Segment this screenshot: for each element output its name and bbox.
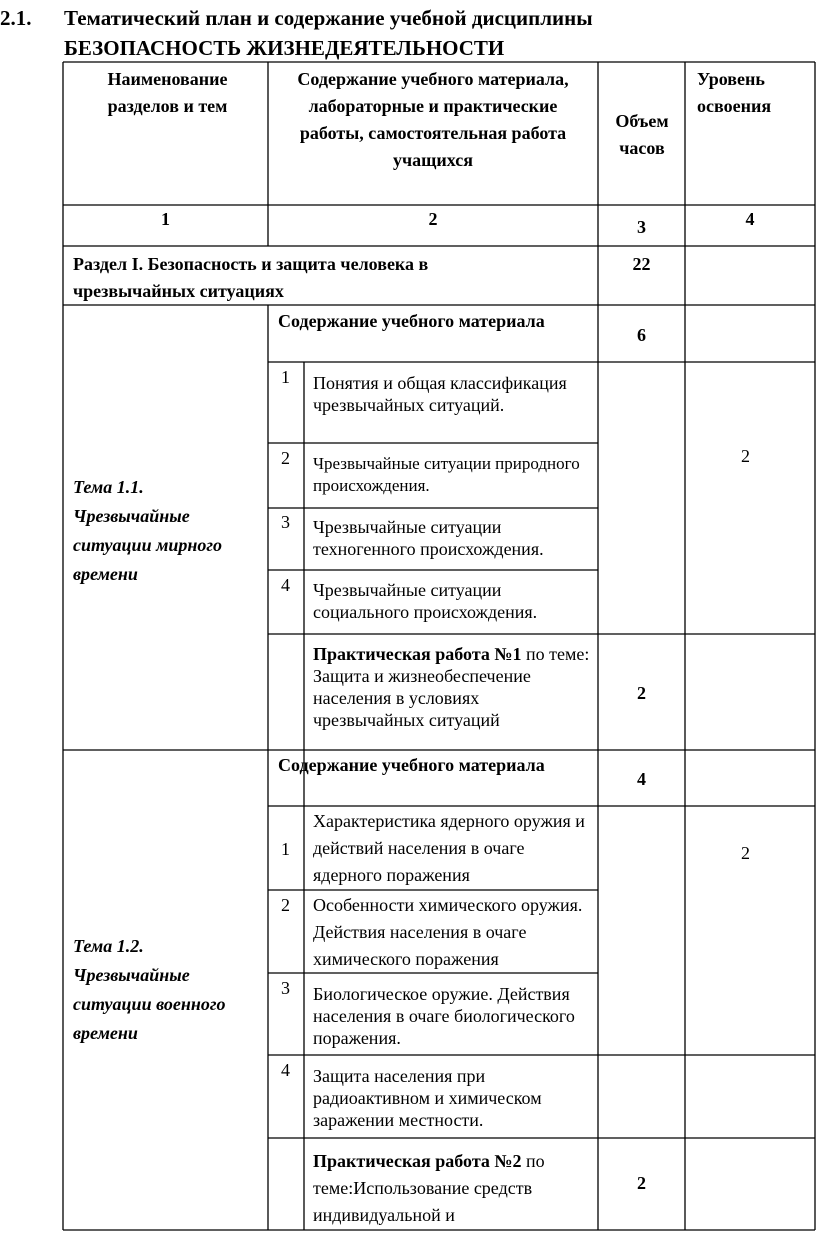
topic-2-item-4-text: Защита населения при радиоактивном и химическом заражении местности. bbox=[313, 1066, 542, 1130]
heading-number: 2.1. bbox=[0, 6, 32, 30]
topic-2-name: Тема 1.2. Чрезвычайные ситуации военного времени bbox=[73, 936, 226, 1043]
column-number-1: 1 bbox=[161, 209, 170, 229]
topic-1-item-1-number: 1 bbox=[281, 367, 290, 387]
topic-2-practical-topic: по теме:Использование средств индивидуальной и bbox=[313, 1151, 545, 1225]
topic-2-item-3-text: Биологическое оружие. Действия населения в очаге биологического поражения. bbox=[313, 984, 575, 1048]
topic-1-item-2-text: Чрезвычайные ситуации природного происхождения. bbox=[313, 454, 580, 495]
topic-2-practical bbox=[313, 1148, 593, 1229]
topic-1-level: 2 bbox=[741, 446, 750, 466]
topic-1-practical-hours: 2 bbox=[637, 683, 646, 703]
section-hours: 22 bbox=[632, 254, 651, 274]
column-header-names: Наименование разделов и тем bbox=[107, 69, 228, 116]
topic-1-practical-title: Практическая работа №1 bbox=[313, 644, 522, 664]
column-number-2: 2 bbox=[428, 209, 438, 229]
topic-1-item-4-number: 4 bbox=[281, 575, 290, 595]
topic-2-practical-hours: 2 bbox=[637, 1173, 646, 1193]
column-header-content: Содержание учебного материала, лабораторные и практические работы, самостоятельная работа учащихся bbox=[297, 69, 569, 170]
topic-1-content-hours: 6 bbox=[637, 325, 646, 345]
topic-1-content-heading: Содержание учебного материала bbox=[278, 311, 545, 331]
column-header-level: Уровень освоения bbox=[697, 69, 772, 116]
topic-2-level: 2 bbox=[741, 843, 750, 863]
section-title: Раздел I. Безопасность и защита человека в чрезвычайных ситуациях bbox=[73, 254, 429, 301]
topic-1-item-3-text: Чрезвычайные ситуации техногенного происхождения. bbox=[313, 517, 544, 559]
column-header-hours: Объем часов bbox=[615, 111, 669, 158]
topic-1-name: Тема 1.1. Чрезвычайные ситуации мирного времени bbox=[73, 477, 223, 584]
topic-2-item-2-text: Особенности химического оружия. Действия населения в очаге химического поражения bbox=[313, 895, 583, 969]
topic-2-item-3-number: 3 bbox=[281, 978, 290, 998]
topic-2-content-hours: 4 bbox=[637, 769, 646, 789]
topic-1-item-2-number: 2 bbox=[281, 448, 290, 468]
column-number-3: 3 bbox=[637, 217, 646, 237]
heading-title: Тематический план и содержание учебной дисциплины bbox=[64, 6, 593, 30]
topic-2-item-1-text: Характеристика ядерного оружия и действий населения в очаге ядерного поражения bbox=[313, 811, 585, 885]
topic-2-item-2-number: 2 bbox=[281, 895, 290, 915]
column-number-4: 4 bbox=[745, 209, 755, 229]
topic-1-item-1-text: Понятия и общая классификация чрезвычайных ситуаций. bbox=[313, 373, 567, 415]
topic-2-item-1-number: 1 bbox=[281, 839, 290, 859]
topic-1-practical bbox=[313, 643, 593, 731]
topic-2-practical-title: Практическая работа №2 bbox=[313, 1151, 522, 1171]
topic-1-item-3-number: 3 bbox=[281, 512, 290, 532]
topic-2-item-4-number: 4 bbox=[281, 1060, 290, 1080]
topic-2-content-heading: Содержание учебного материала bbox=[278, 755, 545, 775]
topic-1-item-4-text: Чрезвычайные ситуации социального происхождения. bbox=[313, 580, 538, 622]
topic-1-practical-topic: по теме: Защита и жизнеобеспечение населения в условиях чрезвычайных ситуаций bbox=[313, 644, 590, 730]
heading-discipline: БЕЗОПАСНОСТЬ ЖИЗНЕДЕЯТЕЛЬНОСТИ bbox=[64, 36, 505, 60]
